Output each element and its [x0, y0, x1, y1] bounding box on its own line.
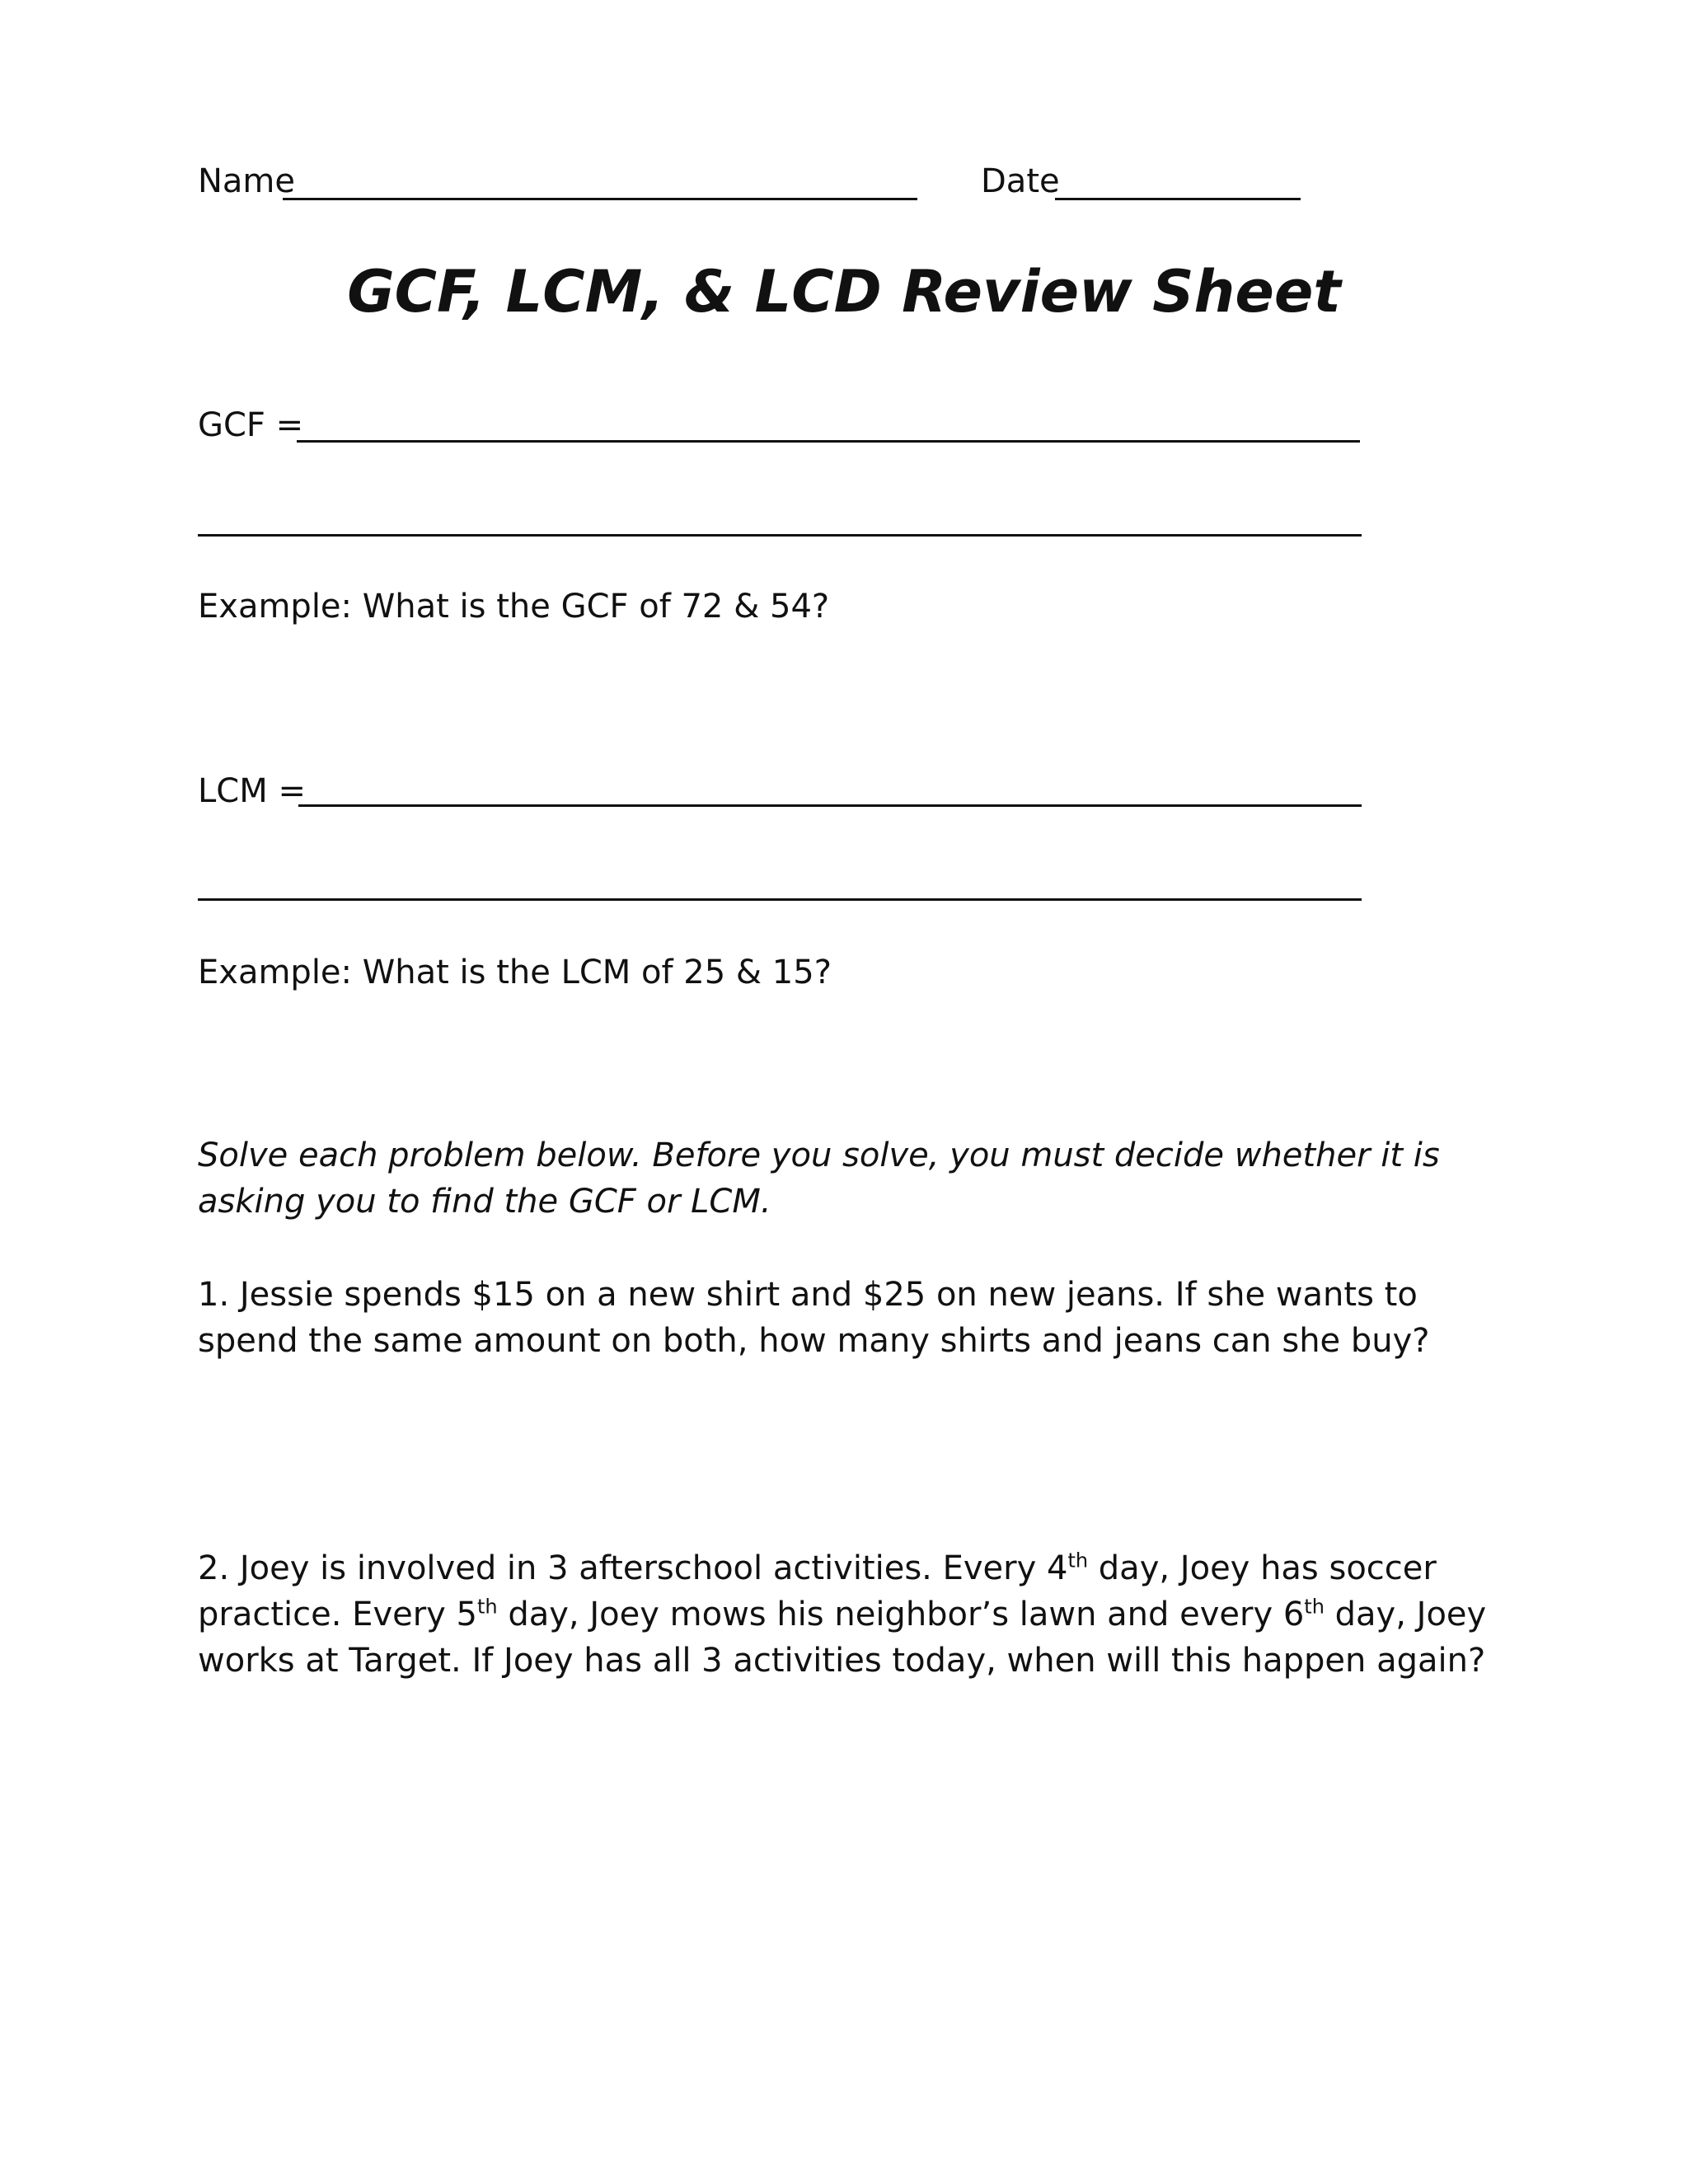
problem-2-text-3: day, Joey mows his neighbor’s lawn and every 6: [497, 1596, 1305, 1633]
name-blank[interactable]: [283, 198, 917, 200]
gcf-example: Example: What is the GCF of 72 & 54?: [198, 588, 830, 626]
problem-2-sup-1: th: [1067, 1549, 1089, 1572]
problem-2-text-2: day, Joey has soccer practice. Every 5: [198, 1549, 1437, 1633]
date-label: Date: [981, 162, 1060, 200]
problem-2-sup-3: th: [1304, 1595, 1325, 1619]
gcf-definition-blank-1[interactable]: [297, 440, 1360, 443]
gcf-label: GCF =: [198, 406, 304, 444]
lcm-example: Example: What is the LCM of 25 & 15?: [198, 954, 832, 991]
problem-1: 1. Jessie spends $15 on a new shirt and $25 on new jeans. If she wants to spend the same amount on both, how many shirts and jeans can she buy?: [198, 1276, 1430, 1360]
date-blank[interactable]: [1055, 198, 1301, 200]
instructions: Solve each problem below. Before you solve, you must decide whether it is asking you to find the GCF or LCM.: [198, 1137, 1440, 1221]
problem-2-text-1: 2. Joey is involved in 3 afterschool activities. Every 4: [198, 1549, 1068, 1587]
gcf-definition-blank-2[interactable]: [198, 534, 1362, 537]
name-label: Name: [198, 162, 296, 200]
lcm-label: LCM =: [198, 772, 306, 810]
lcm-definition-blank-1[interactable]: [298, 804, 1362, 807]
problem-2-sup-2: th: [477, 1595, 498, 1619]
page-title: GCF, LCM, & LCD Review Sheet: [347, 258, 1341, 326]
problem-2: [198, 1545, 1517, 1684]
problem-2-text-4: day, Joey works at Target. If Joey has all 3 activities today, when will this happen again?: [198, 1596, 1487, 1680]
lcm-definition-blank-2[interactable]: [198, 898, 1362, 901]
